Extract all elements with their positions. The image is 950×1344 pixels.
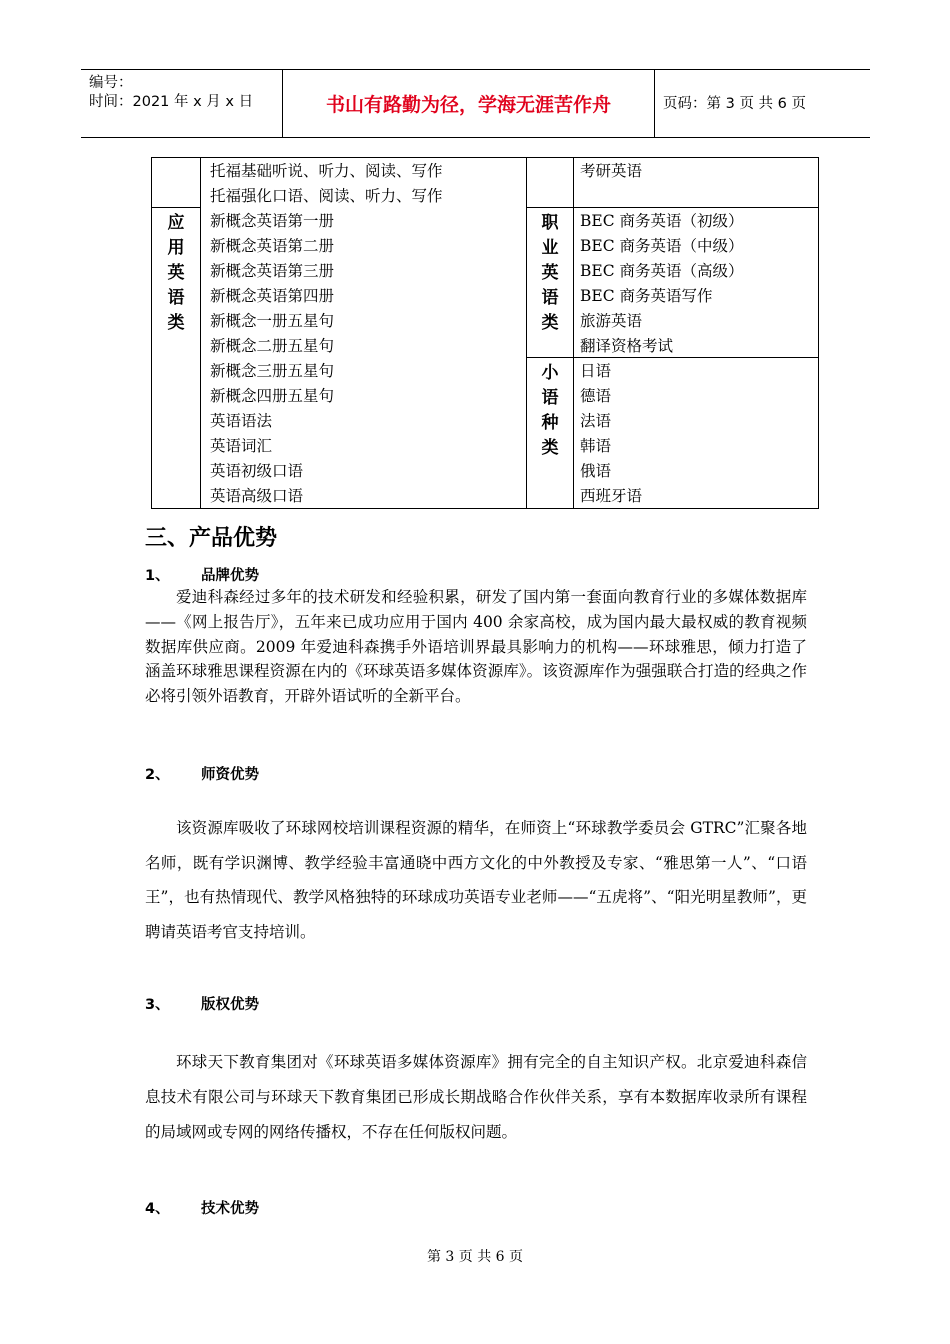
list-item: BEC 商务英语（中级）	[580, 237, 744, 255]
list-item: 俄语	[580, 462, 612, 480]
professional-english-list	[580, 209, 744, 359]
list-item: 英语高级口语	[210, 487, 304, 505]
list-item: 英语初级口语	[210, 462, 304, 480]
applied-english-label: 应 用 英 语 类	[167, 213, 185, 333]
minor-language-label: 小 语 种 类	[541, 363, 559, 458]
table-line: 托福强化口语、阅读、听力、写作	[210, 187, 443, 205]
table-line: 托福基础听说、听力、阅读、写作	[210, 162, 443, 180]
professional-english-label: 职 业 英 语 类	[541, 213, 559, 333]
list-item: 新概念英语第一册	[210, 212, 335, 230]
list-item: 西班牙语	[580, 487, 643, 505]
page-header	[81, 69, 870, 138]
list-item: 英语词汇	[210, 437, 273, 455]
paragraph-copyright: 环球天下教育集团对《环球英语多媒体资源库》拥有完全的自主知识产权。北京爱迪科森信息技术有限公司与环球天下教育集团已形成长期战略合作伙伴关系，享有本数据库收录所有课程的局域网或专网的网络传播权，不存在任何版权问题。	[145, 1053, 807, 1141]
list-item: BEC 商务英语（初级）	[580, 212, 744, 230]
course-table	[151, 157, 819, 509]
list-item: BEC 商务英语写作	[580, 287, 713, 305]
section-title: 三、产品优势	[145, 526, 278, 551]
list-item: 新概念三册五星句	[210, 362, 335, 380]
list-item: 英语语法	[210, 412, 273, 430]
list-item: 翻译资格考试	[580, 337, 674, 355]
header-meta	[81, 70, 283, 137]
list-item: 新概念一册五星句	[210, 312, 335, 330]
list-item: BEC 商务英语（高级）	[580, 262, 744, 280]
top-right-cell	[580, 159, 642, 184]
applied-english-list	[210, 209, 334, 509]
header-page-info: 页码：第 3 页 共 6 页	[663, 96, 806, 112]
list-item: 法语	[580, 412, 612, 430]
page-footer: 第 3 页 共 6 页	[426, 1249, 524, 1265]
paragraph-brand: 爱迪科森经过多年的技术研发和经验积累，研发了国内第一套面向教育行业的多媒体数据库——《网上报告厅》，五年来已成功应用于国内 400 余家高校，成为国内最大最权威的教育视频数据库供应商。2009 年爱迪科森携手外语培训界最具影响力的机构——环球雅思，倾力打造了涵盖环球雅思课程资源在内的《环球英语多媒体资源库》。该资源库作为强强联合打造的经典之作必将引领外语教育，开辟外语试听的全新平台。	[145, 588, 807, 706]
list-item: 新概念二册五星句	[210, 337, 335, 355]
minor-language-list	[580, 359, 642, 509]
paragraph-faculty: 该资源库吸收了环球网校培训课程资源的精华，在师资上“环球教学委员会 GTRC”汇聚各地名师，既有学识渊博、教学经验丰富通晓中西方文化的中外教授及专家、“雅思第一人”、“口语王”，也有热情现代、教学风格独特的环球成功英语专业老师——“五虎将”、“阳光明星教师”，更聘请英语考官支持培训。	[145, 819, 807, 941]
list-item: 韩语	[580, 437, 612, 455]
header-motto: 书山有路勤为径，学海无涯苦作舟	[283, 70, 655, 137]
subheading-technology: 4、 技术优势	[145, 1201, 259, 1217]
subheading-brand: 1、 品牌优势	[145, 568, 259, 584]
list-item: 日语	[580, 362, 612, 380]
code-label: 编号：	[89, 75, 133, 91]
list-item: 新概念英语第三册	[210, 262, 335, 280]
list-item: 新概念英语第二册	[210, 237, 335, 255]
table-line: 考研英语	[580, 162, 643, 180]
list-item: 德语	[580, 387, 612, 405]
top-left-cell	[210, 159, 443, 209]
date-label: 时间：2021 年 x 月 x 日	[89, 94, 254, 110]
subheading-faculty: 2、 师资优势	[145, 767, 259, 783]
list-item: 新概念英语第四册	[210, 287, 335, 305]
subheading-copyright: 3、 版权优势	[145, 997, 259, 1013]
list-item: 旅游英语	[580, 312, 643, 330]
list-item: 新概念四册五星句	[210, 387, 335, 405]
